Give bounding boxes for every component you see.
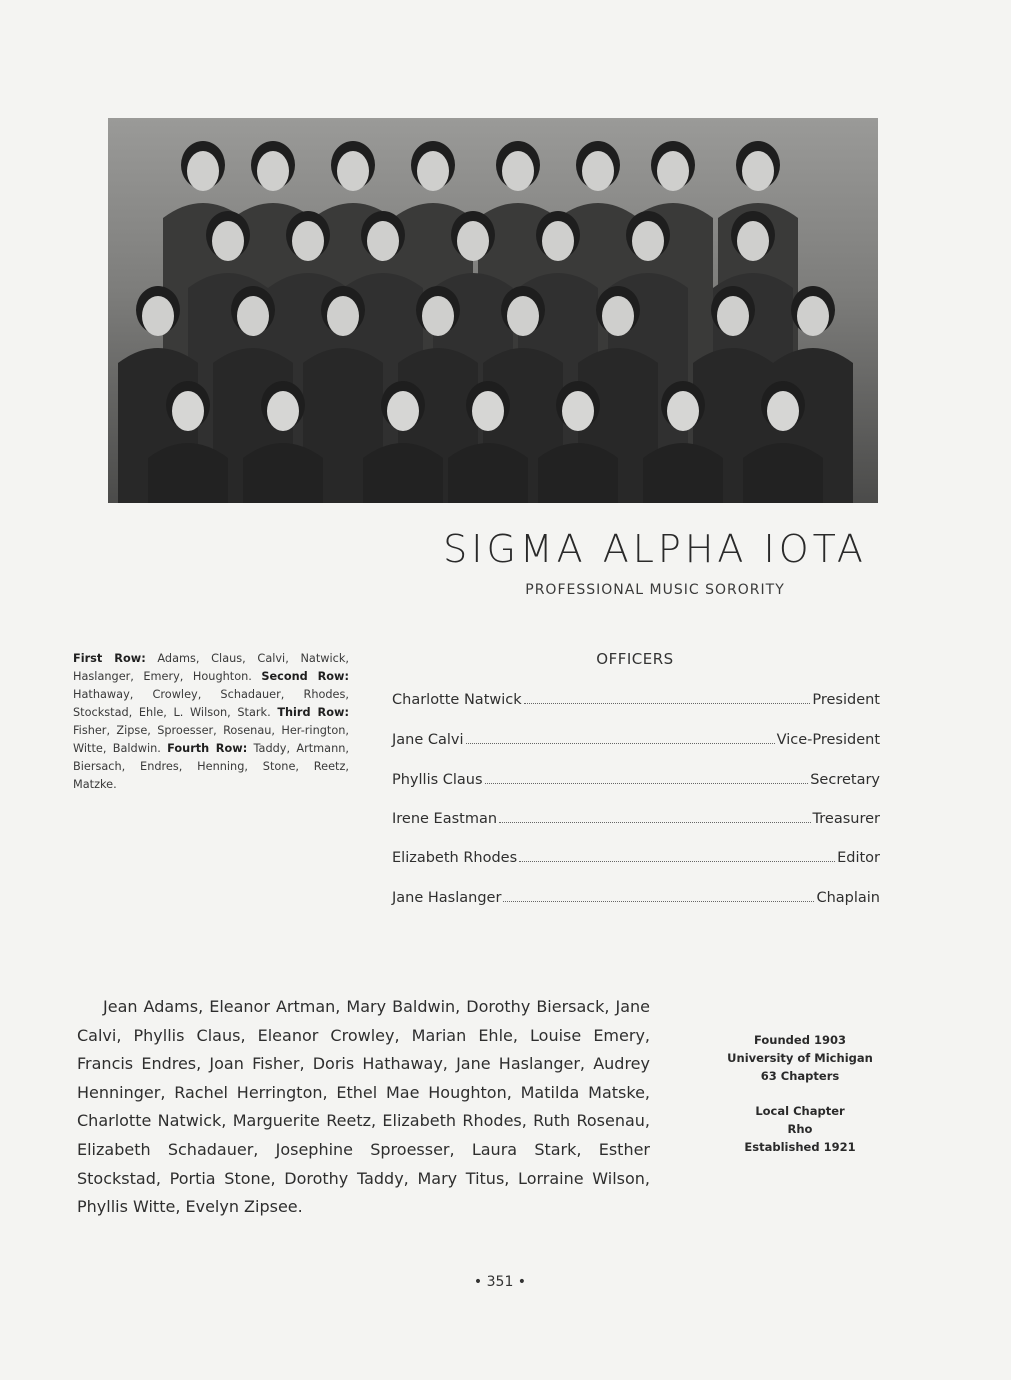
leader-dots — [524, 702, 811, 704]
photo-caption — [73, 650, 349, 794]
member-face — [737, 221, 769, 261]
officer-name: Irene Eastman — [392, 811, 498, 827]
leader-dots — [485, 782, 809, 784]
founded-year: Founded 1903 — [754, 1033, 846, 1047]
member-body — [448, 443, 528, 503]
member-face — [767, 391, 799, 431]
officer-name: Charlotte Natwick — [392, 692, 522, 708]
leader-dots — [503, 900, 814, 902]
member-face — [337, 151, 369, 191]
member-face — [187, 151, 219, 191]
member-face — [657, 151, 689, 191]
member-face — [257, 151, 289, 191]
member-face — [502, 151, 534, 191]
local-chapter-name: Rho — [787, 1122, 813, 1136]
officer-role: Secretary — [810, 772, 880, 788]
officer-name: Jane Haslanger — [392, 890, 502, 906]
local-chapter-established: Established 1921 — [744, 1140, 856, 1154]
officer-row — [392, 766, 880, 788]
member-face — [267, 391, 299, 431]
caption-row4-names: Taddy, Artmann, Biersach, Endres, Henning, Stone, Reetz, Matzke. — [73, 742, 349, 791]
officer-name: Phyllis Claus — [392, 772, 483, 788]
officer-row — [392, 686, 880, 708]
page-title: SIGMA ALPHA IOTA — [443, 527, 867, 571]
member-body — [538, 443, 618, 503]
member-body — [363, 443, 443, 503]
local-chapter-label: Local Chapter — [755, 1104, 845, 1118]
member-face — [457, 221, 489, 261]
member-face — [142, 296, 174, 336]
leader-dots — [499, 821, 810, 823]
member-face — [562, 391, 594, 431]
member-face — [367, 221, 399, 261]
member-face — [742, 151, 774, 191]
officer-role: Chaplain — [816, 890, 880, 906]
chapter-info — [722, 1031, 878, 1156]
member-face — [582, 151, 614, 191]
officer-row — [392, 844, 880, 866]
member-face — [717, 296, 749, 336]
caption-row1-names: Adams, Claus, Calvi, Natwick, Haslanger, Emery, Houghton. — [73, 652, 349, 683]
founded-place: University of Michigan — [727, 1051, 873, 1065]
member-face — [212, 221, 244, 261]
page-number: • 351 • — [473, 1274, 527, 1290]
member-face — [542, 221, 574, 261]
officers-heading: OFFICERS — [596, 650, 674, 668]
member-face — [387, 391, 419, 431]
caption-row4-label: Fourth Row: — [167, 742, 248, 755]
member-face — [172, 391, 204, 431]
caption-row2-label: Second Row: — [261, 670, 350, 683]
member-face — [797, 296, 829, 336]
member-body — [243, 443, 323, 503]
officer-row — [392, 805, 880, 827]
caption-row2-names: Hathaway, Crowley, Schadauer, Rhodes, Stockstad, Ehle, L. Wilson, Stark. — [73, 688, 349, 719]
leader-dots — [466, 742, 775, 744]
officer-role: President — [812, 692, 880, 708]
member-body — [643, 443, 723, 503]
group-photo-figures — [108, 118, 878, 503]
chapter-count: 63 Chapters — [760, 1069, 840, 1083]
member-face — [237, 296, 269, 336]
caption-row3-label: Third Row: — [277, 706, 349, 719]
group-photo — [108, 118, 878, 503]
member-face — [422, 296, 454, 336]
caption-row3-names: Fisher, Zipse, Sproesser, Rosenau, Her-rington, Witte, Baldwin. — [73, 724, 349, 755]
officer-role: Editor — [837, 850, 880, 866]
member-face — [327, 296, 359, 336]
member-face — [417, 151, 449, 191]
member-face — [602, 296, 634, 336]
member-face — [632, 221, 664, 261]
page-subtitle: PROFESSIONAL MUSIC SORORITY — [525, 582, 785, 598]
member-face — [507, 296, 539, 336]
officer-name: Jane Calvi — [392, 732, 464, 748]
caption-row1-label: First Row: — [73, 652, 146, 665]
officer-name: Elizabeth Rhodes — [392, 850, 518, 866]
leader-dots — [519, 860, 835, 862]
member-body — [743, 443, 823, 503]
officer-row — [392, 726, 880, 748]
member-face — [667, 391, 699, 431]
member-list: Jean Adams, Eleanor Artman, Mary Baldwin, Dorothy Biersack, Jane Calvi, Phyllis Claus, Eleanor Crowley, Marian Ehle, Louise Emery, Francis Endres, Joan Fisher, Doris Hathaway, Jane Haslanger, Audrey Henninger, Rachel Herrington, Ethel Mae Houghton, Matilda Matske, Charlotte Natwick, Marguerite Reetz, Elizabeth Rhodes, Ruth Rosenau, Elizabeth Schadauer, Josephine Sproesser, Laura Stark, Esther Stockstad, Portia Stone, Dorothy Taddy, Mary Titus, Lorraine Wilson, Phyllis Witte, Evelyn Zipsee. — [77, 997, 650, 1217]
officer-row — [392, 884, 880, 906]
officer-role: Treasurer — [812, 811, 880, 827]
member-body — [148, 443, 228, 503]
member-face — [292, 221, 324, 261]
member-face — [472, 391, 504, 431]
officer-role: Vice-President — [776, 732, 880, 748]
